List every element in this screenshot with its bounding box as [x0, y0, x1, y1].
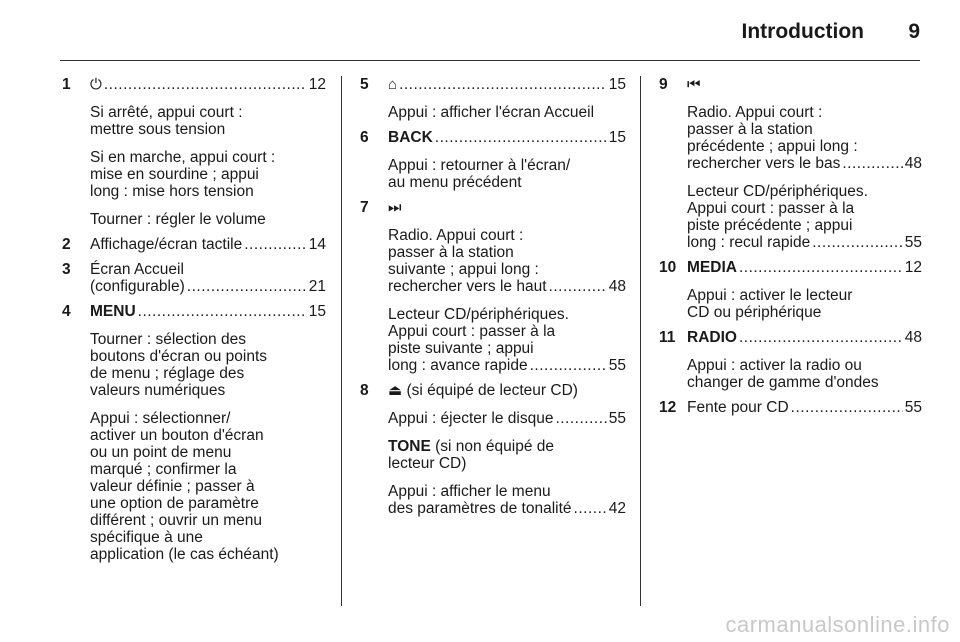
description-text: long : mise hors tension: [90, 183, 254, 200]
description-text: Radio. Appui court :: [687, 104, 823, 121]
page-ref: 55: [608, 410, 626, 427]
description-text: changer de gamme d'ondes: [687, 374, 879, 391]
description-text: boutons d'écran ou points: [90, 348, 268, 365]
item-number: 11: [659, 329, 676, 346]
page-ref: 14: [308, 236, 326, 253]
description-text: Radio. Appui court :: [388, 227, 524, 244]
leader-dots: [842, 155, 902, 172]
list-item: [659, 399, 922, 416]
leader-dots: [104, 76, 307, 93]
description-text: piste précédente ; appui: [687, 217, 853, 234]
description-text: Tourner : sélection des: [90, 331, 246, 348]
list-item: [659, 76, 922, 251]
description-text: Lecteur CD/périphériques.: [388, 306, 569, 323]
description-text: valeurs numériques: [90, 382, 226, 399]
description-text: de menu ; réglage des: [90, 365, 245, 382]
page-ref: 55: [904, 399, 922, 416]
description-block: [90, 410, 326, 563]
description-text: précédente ; appui long :: [687, 138, 858, 155]
page-ref: 12: [904, 259, 922, 276]
description-text: Appui : afficher l'écran Accueil: [388, 104, 595, 121]
list-item: [659, 329, 922, 391]
eject-icon: ⏏: [388, 382, 403, 399]
page-number: 9: [908, 20, 920, 43]
item-number: 10: [659, 259, 677, 276]
description-text: Appui : sélectionner/: [90, 410, 231, 427]
home-icon: ⌂: [388, 76, 398, 93]
leader-dots: [549, 278, 607, 295]
page-ref: 48: [904, 329, 922, 346]
item-number: 4: [62, 303, 71, 320]
description-text: une option de paramètre: [90, 495, 259, 512]
description-text: Appui : retourner à l'écran/: [388, 157, 571, 174]
item-number: 1: [62, 76, 71, 93]
leader-dots: [555, 410, 606, 427]
list-item: [360, 382, 626, 517]
previous-track-icon: ⏮: [687, 76, 701, 93]
leader-dots: [138, 303, 307, 320]
description-text: spécifique à une: [90, 529, 203, 546]
description-text: application (le cas échéant): [90, 546, 279, 563]
description-text: passer à la station: [687, 121, 813, 138]
description-text: piste suivante ; appui: [388, 340, 534, 357]
power-icon: ⏻: [90, 76, 102, 93]
description-text: Tourner : régler le volume: [90, 211, 266, 228]
page-ref: 15: [608, 129, 626, 146]
item-number: 9: [659, 76, 668, 93]
item-number: 8: [360, 382, 369, 399]
item-number: 7: [360, 199, 369, 216]
page-ref: 42: [608, 500, 626, 517]
description-text: Appui : activer le lecteur: [687, 287, 853, 304]
description-text: suivante ; appui long :: [388, 261, 539, 278]
item-number: 2: [62, 236, 71, 253]
button-label: MEDIA: [687, 259, 737, 276]
column-1: [62, 76, 326, 563]
item-number: 3: [62, 261, 71, 278]
item-label: Écran Accueil: [90, 261, 184, 278]
description-text: Si arrêté, appui court :: [90, 104, 243, 121]
item-number: 5: [360, 76, 369, 93]
description-text: au menu précédent: [388, 174, 522, 191]
item-label: (si équipé de lecteur CD): [406, 382, 578, 399]
button-label: RADIO: [687, 329, 737, 346]
description-block: [687, 183, 922, 251]
description-text: marqué ; confirmer la: [90, 461, 237, 478]
leader-dots: [435, 129, 607, 146]
button-label: BACK: [388, 129, 433, 146]
list-item: [62, 76, 326, 228]
button-label: TONE: [388, 438, 431, 455]
item-number: 6: [360, 129, 369, 146]
page-ref: 55: [608, 357, 626, 374]
list-item: [360, 129, 626, 191]
list-item: [62, 261, 326, 295]
page-ref: 15: [308, 303, 326, 320]
description-text: activer un bouton d'écran: [90, 427, 264, 444]
description-text: Appui court : passer à la: [687, 200, 855, 217]
description-block: [687, 104, 922, 172]
next-track-icon: ⏭: [388, 199, 402, 216]
description-text: Appui court : passer à la: [388, 323, 556, 340]
leader-dots: [399, 76, 607, 93]
description-text: différent ; ouvrir un menu: [90, 512, 263, 529]
page-title: Introduction: [741, 20, 864, 43]
description-text: lecteur CD): [388, 455, 467, 472]
item-number: 12: [659, 399, 677, 416]
description-text: des paramètres de tonalité: [388, 500, 572, 517]
list-item: [360, 76, 626, 121]
description-block: [388, 227, 626, 295]
watermark: carmanualsonline.info: [725, 612, 950, 637]
page-ref: 15: [608, 76, 626, 93]
leader-dots: [812, 234, 903, 251]
column-2: [360, 76, 626, 517]
description-text: rechercher vers le bas: [687, 155, 841, 172]
description-text: Appui : éjecter le disque: [388, 410, 554, 427]
description-text: long : recul rapide: [687, 234, 811, 251]
leader-dots: [244, 236, 307, 253]
description-text: long : avance rapide: [388, 357, 528, 374]
leader-dots: [739, 259, 903, 276]
column-3: [659, 76, 922, 416]
leader-dots: [187, 278, 307, 295]
description-text: mise en sourdine ; appui: [90, 166, 259, 183]
page-ref: 21: [308, 278, 326, 295]
item-label: Affichage/écran tactile: [90, 236, 243, 253]
description-text: Si en marche, appui court :: [90, 149, 276, 166]
list-item: [659, 259, 922, 321]
leader-dots: [574, 500, 607, 517]
description-text: mettre sous tension: [90, 121, 226, 138]
leader-dots: [791, 399, 903, 416]
page-header: [60, 18, 920, 48]
page-ref: 12: [308, 76, 326, 93]
header-divider: [60, 60, 920, 61]
description-text: Lecteur CD/périphériques.: [687, 183, 868, 200]
list-item: [62, 236, 326, 253]
description-text: CD ou périphérique: [687, 304, 822, 321]
button-label: MENU: [90, 303, 136, 320]
page-ref: 55: [904, 234, 922, 251]
description-text: Appui : activer la radio ou: [687, 357, 862, 374]
list-item: [62, 303, 326, 563]
description-text: valeur définie ; passer à: [90, 478, 255, 495]
leader-dots: [739, 329, 903, 346]
description-text: Appui : afficher le menu: [388, 483, 551, 500]
description-text: passer à la station: [388, 244, 514, 261]
item-label: Fente pour CD: [687, 399, 789, 416]
list-item: [360, 199, 626, 374]
description-block: [90, 331, 326, 399]
column-divider: [640, 76, 641, 606]
page-ref: 48: [608, 278, 626, 295]
page-ref: 48: [904, 155, 922, 172]
item-label: (configurable): [90, 278, 185, 295]
description-block: [388, 306, 626, 374]
description-text: rechercher vers le haut: [388, 278, 547, 295]
description-text: (si non équipé de: [435, 438, 555, 455]
leader-dots: [530, 357, 607, 374]
description-text: ou un point de menu: [90, 444, 232, 461]
column-divider: [341, 76, 342, 606]
